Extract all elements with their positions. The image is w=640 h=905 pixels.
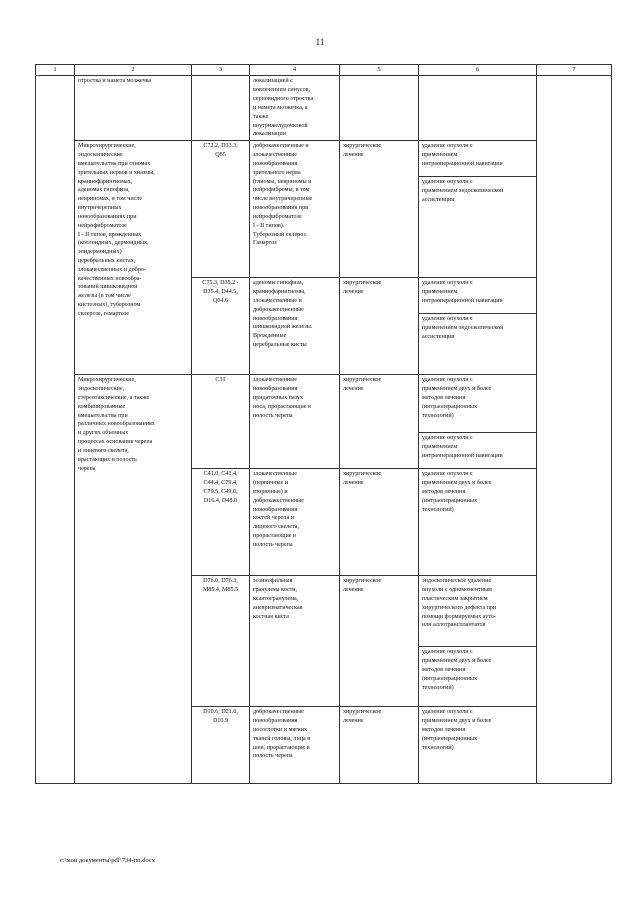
footer-file-path: c:\мои документы\pdf\734-пп.docx [60,857,155,864]
table-row [36,76,612,141]
treatment-method-cell: удаление опухоли с применением интраоперационной навигации [419,433,537,469]
patient-model-cell: аденомы гипофиза, краниофарингиомы, злокачественные и доброкачественные новообразования шишковидной железы. Врожденные церебральные кисты [250,278,340,375]
patient-model-cell: доброкачественные и злокачественные новообразования зрительного нерва (глиомы, невриномы и нейрофибромы, в том числе внутричерепные новообразования при нейрофиброматозе I - II типов). Туберозный склероз. Гамартоз [250,141,340,278]
patient-model-cell: локализацией с вовлечением синусов, серповидного отростка и намета мозжечка, а также внутрижелудочковой локализации [250,76,340,141]
patient-model-cell: эозинофильная гранулема кости, ксантогранулема, аневризматическая костная киста [250,576,340,707]
icd-code-cell [192,76,250,141]
method-cell: отростка и намета мозжечка [75,76,192,141]
patient-model-cell: доброкачественные новообразования носоглотки и мягких тканей головы, лица и шеи, прорастающие в полость черепа [250,707,340,784]
icd-code-cell: C72.2, D33.3, Q85 [192,141,250,278]
treatment-method-cell: удаление опухоли с применением двух и более методов лечения (интраоперационных технологий) [419,707,537,784]
column-header: 5 [340,65,419,76]
page-number: 11 [315,37,325,47]
method-cell: Микрохирургические, эндоскопические, стереотаксические, а также комбинированные вмешательства при различных новообразованиях и других объемных процессах основания черепа и лицевого скелета, врастающих в полость черепа [75,375,192,784]
treatment-type-cell [340,76,419,141]
column-number-row [36,65,612,76]
row-number-cell [36,76,75,784]
icd-code-cell: C41.0, C43.4, C44.4, C79.4, C79.5, C49.0, D16.4, D48.0 [192,469,250,576]
method-cell: Микрохирургические, эндоскопические вмешательства при глиомах зрительных нервов и хиазмы, краниофарингиомах, аденомах гипофиза, невриномах, в том числе внутричерепных новообразованиях при нейрофиброматозе I - II типов, врожденных (коллоидных, дермоидных, эпидермоидных) церебральных кистах, злокачественных и добро- качественных новообра- зований шишковидной железы (в том числе кистозных), туберозном склерозе, гамартозе [75,141,192,375]
treatment-type-cell: хирургическое лечение [340,141,419,278]
column-header: 3 [192,65,250,76]
treatment-type-cell: хирургическое лечение [340,707,419,784]
column-header: 7 [537,65,612,76]
column-header: 4 [250,65,340,76]
treatment-method-cell: удаление опухоли с применением интраоперационной навигации [419,141,537,177]
extra-cell [537,76,612,784]
column-header: 1 [36,65,75,76]
icd-code-cell: C75.3, D35.2 - D35.4, D44.5, Q04.6 [192,278,250,375]
table-row [36,375,612,433]
treatment-method-cell [419,76,537,141]
treatment-method-cell: эндоскопическое удаление опухоли с одномоментным пластическим закрытием хирургического дефекта при помощи формируемых ауто- или аллотрансплантатов [419,576,537,647]
treatment-type-cell: хирургическое лечение [340,278,419,375]
patient-model-cell: злокачественные (первичные и вторичные) и доброкачественные новообразования костей черепа и лицевого скелета, прорастающие в полость черепа [250,469,340,576]
icd-code-cell: C31 [192,375,250,469]
treatment-table [35,64,612,784]
column-header: 2 [75,65,192,76]
treatment-method-cell: удаление опухоли с применением двух и более методов лечения (интраоперационных технологий) [419,469,537,576]
patient-model-cell: злокачественные новообразования придаточных пазух носа, прорастающие в полость черепа [250,375,340,469]
treatment-type-cell: хирургическое лечение [340,576,419,707]
treatment-type-cell: хирургическое лечение [340,375,419,469]
column-header: 6 [419,65,537,76]
treatment-method-cell: удаление опухоли с применением двух и более методов лечения (интраоперационных технологий) [419,647,537,707]
treatment-method-cell: удаление опухоли с применением эндоскопической ассистенции [419,177,537,278]
treatment-method-cell: удаление опухоли с применением эндоскопической ассистенции [419,314,537,375]
table-row [36,141,612,177]
treatment-type-cell: хирургическое лечение [340,469,419,576]
treatment-method-cell: удаление опухоли с применением двух и более методов лечения (интраоперационных технологий) [419,375,537,433]
icd-code-cell: D10.6, D21.0, D10.9 [192,707,250,784]
icd-code-cell: D76.0, D76.3, M85.4, M85.5 [192,576,250,707]
treatment-method-cell: удаление опухоли с применением интраоперационной навигации [419,278,537,314]
